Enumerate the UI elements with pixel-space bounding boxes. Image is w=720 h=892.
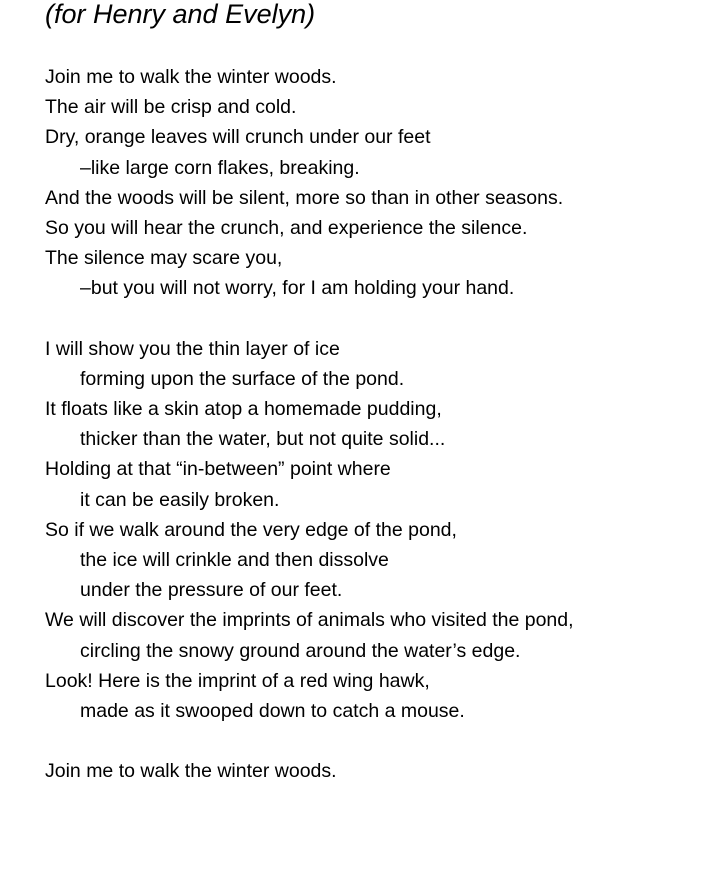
poem-line: So if we walk around the very edge of the pond, bbox=[45, 518, 457, 541]
poem-line-indented: –but you will not worry, for I am holding your hand. bbox=[80, 277, 515, 300]
stanza-3 bbox=[45, 756, 715, 786]
poem-line-indented: made as it swooped down to catch a mouse. bbox=[80, 699, 465, 722]
poem-line: We will discover the imprints of animals who visited the pond, bbox=[45, 609, 574, 632]
poem-line-indented: –like large corn flakes, breaking. bbox=[80, 156, 360, 179]
stanza-2 bbox=[45, 334, 715, 726]
poem-line-indented: under the pressure of our feet. bbox=[80, 579, 343, 602]
poem-line-indented: thicker than the water, but not quite solid... bbox=[80, 428, 446, 451]
stanza-1 bbox=[45, 62, 715, 304]
poem-line-indented: forming upon the surface of the pond. bbox=[80, 367, 405, 390]
poem-line: I will show you the thin layer of ice bbox=[45, 337, 340, 360]
poem-line: The air will be crisp and cold. bbox=[45, 96, 297, 119]
poem-line: So you will hear the crunch, and experience the silence. bbox=[45, 216, 528, 239]
poem-line: Join me to walk the winter woods. bbox=[45, 66, 337, 88]
poem-line: And the woods will be silent, more so than in other seasons. bbox=[45, 186, 564, 209]
poem-line: Join me to walk the winter woods. bbox=[45, 760, 337, 783]
poem-line-indented: the ice will crinkle and then dissolve bbox=[80, 549, 389, 571]
poem-line: Holding at that “in-between” point where bbox=[45, 458, 391, 481]
poem-line: Look! Here is the imprint of a red wing hawk, bbox=[45, 669, 430, 692]
poem-line: The silence may scare you, bbox=[45, 247, 283, 270]
poem-line-indented: circling the snowy ground around the water’s edge. bbox=[80, 639, 521, 662]
poem-line-indented: it can be easily broken. bbox=[80, 488, 280, 511]
poem-line: It floats like a skin atop a homemade pudding, bbox=[45, 398, 442, 421]
poem-body bbox=[45, 62, 715, 787]
poem-line: Dry, orange leaves will crunch under our feet bbox=[45, 126, 431, 149]
poem-dedication: (for Henry and Evelyn) bbox=[45, 0, 316, 29]
